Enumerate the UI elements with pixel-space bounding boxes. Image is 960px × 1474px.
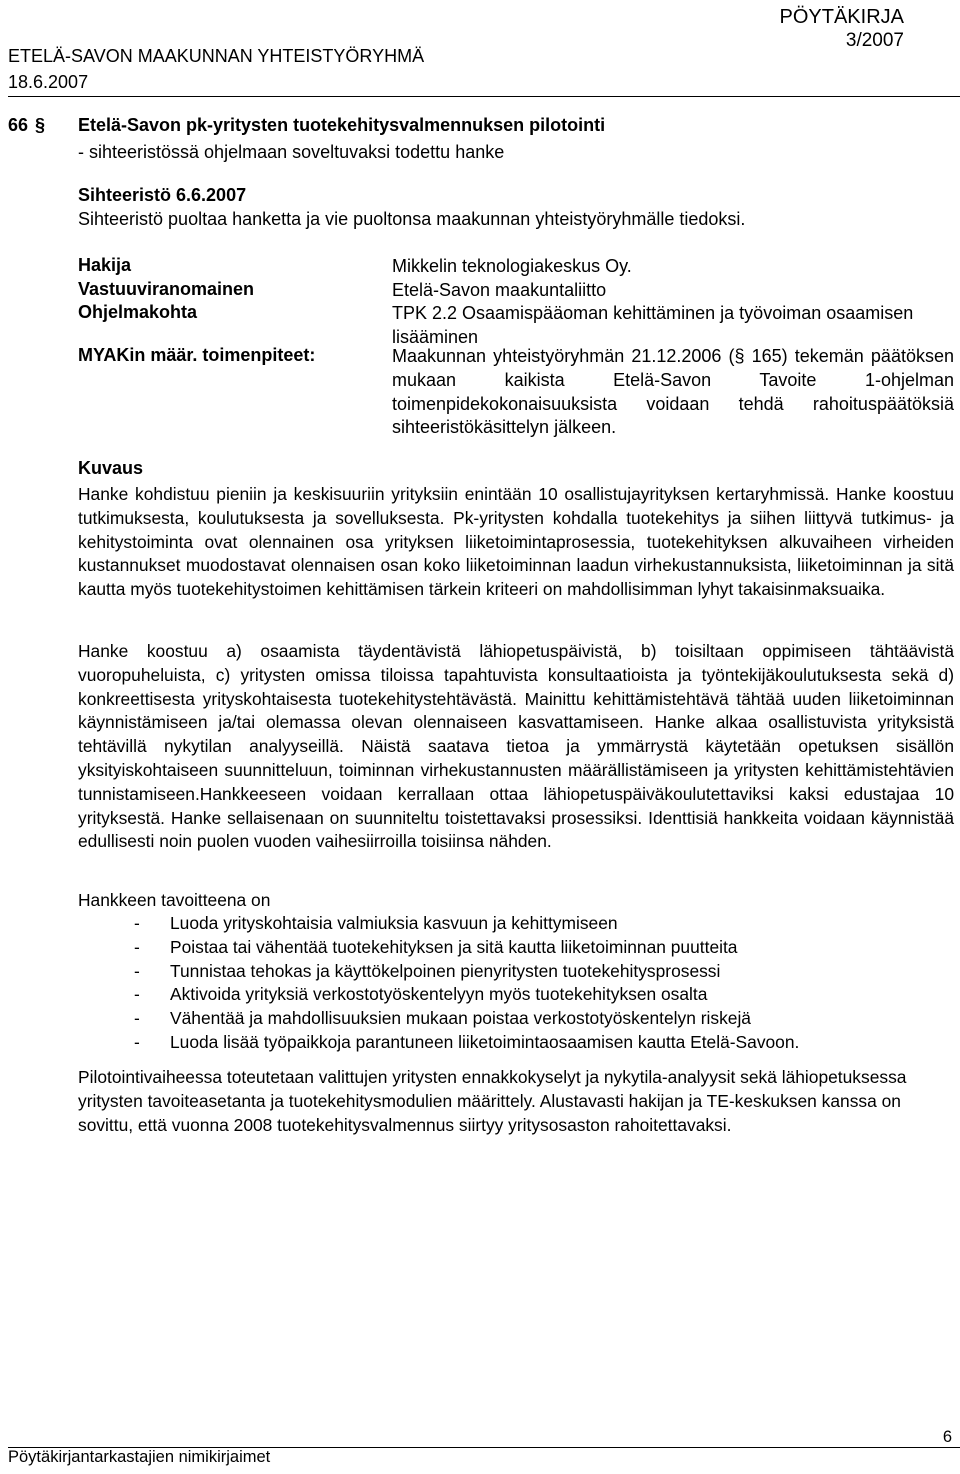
myak-value [392, 345, 954, 440]
goal-text: Tunnistaa tehokas ja käyttökelpoinen pienyritysten tuotekehitysprosessi [170, 960, 721, 981]
goal-text: Luoda yrityskohtaisia valmiuksia kasvuun ja kehittymiseen [170, 913, 618, 933]
hakija-value: Mikkelin teknologiakeskus Oy. [392, 256, 632, 276]
goal-dash: - [134, 1031, 140, 1052]
goal-text: Luoda lisää työpaikkoja parantuneen liiketoimintaosaamisen kautta Etelä-Savoon. [170, 1031, 800, 1052]
goal-dash: - [134, 984, 140, 1005]
section-symbol: § [35, 115, 46, 135]
kuvaus-paragraph-1: Hanke kohdistuu pieniin ja keskisuuriin yrityksiin enintään 10 osallistujayrityksen kertaryhmissä. Hanke koostuu tutkimuksesta, koulutuksesta ja sovelluksesta. Pk-yritysten kohdalla tuotekehitys ja siihen liittyvä tutkimus- ja kehitystoiminta ovat olennainen osa yrityksen liiketoimintaprosessia, tuotekehityksen alkuvaiheen virheiden kustannukset muodostavat olennaisen osan koko liiketoiminnan laadun virhekustannuksista, liiketoiminnan ja sitä kautta myös tuotekehitystoimen kehittämisen tärkein kriteeri on mahdollisimman lyhyt takaisinmaksuaika. [78, 484, 954, 600]
kuvaus-paragraph-2: Hanke koostuu a) osaamista täydentävistä lähiopetuspäivistä, b) toisiltaan oppimiseen tähtäävistä vuoropuheluista, c) yritysten omissa tiloissa tapahtuvista konsultaatioista ja työntekijäkoulutuksesta sekä d) konkreettisesta yrityskohtaisesta tuotekehitystehtävästä. Mainittu kehittämistehtävä tähtää uuden liiketoiminnan käynnistämiseen ja/tai olemassa olevan olennaiseen kasvattamiseen. Hanke alkaa osallistuvista yrityksistä tehtävillä nykytilan analyyseillä. Näistä saatava tietoa ja ymmärrystä käytetään opetuksen sisällön yksityiskohtaiseen suunnitteluun, toiminnan virhekustannusten määrällistämiseen ja yritysten kehittämistehtävien tunnistamiseen.Hankkeeseen voidaan kerrallaan ottaa lähiopetuspäiväkoulutettaviksi kaksi edustajaa 10 yrityksestä. Hanke sellaisenaan on suunniteltu toistettavaksi prosessiksi. Identtisiä hankkeita voidaan käynnistää edullisesti noin puolen vuoden vaihesiirroilla toisiinsa nähden. [78, 641, 954, 852]
page-header [8, 6, 904, 98]
vastuuviranomainen-value: Etelä-Savon maakuntaliitto [392, 280, 607, 300]
goal-item [78, 983, 954, 1007]
kuvaus-heading: Kuvaus [78, 458, 144, 478]
ohjelmakohta-label: Ohjelmakohta [78, 302, 198, 322]
goals-list [78, 912, 954, 1055]
section-subtitle: - sihteeristössä ohjelmaan soveltuvaksi todettu hanke [78, 142, 505, 162]
sihteeristo-text: Sihteeristö puoltaa hanketta ja vie puoltonsa maakunnan yhteistyöryhmälle tiedoksi. [78, 209, 746, 229]
goal-dash: - [134, 936, 140, 957]
sihteeristo-heading: Sihteeristö 6.6.2007 [78, 185, 247, 205]
doc-type: PÖYTÄKIRJA [779, 6, 904, 28]
goal-text: Aktivoida yrityksiä verkostotyöskentelyyn myös tuotekehityksen osalta [170, 984, 708, 1005]
signatures-label: Pöytäkirjantarkastajien nimikirjaimet [8, 1448, 271, 1466]
meeting-date: 18.6.2007 [8, 72, 89, 92]
vastuuviranomainen-label: Vastuuviranomainen [78, 279, 255, 299]
myak-section-symbol: § [734, 346, 745, 366]
goal-item [78, 1007, 954, 1031]
ohjelmakohta-value [392, 302, 954, 350]
goal-text: Poistaa tai vähentää tuotekehityksen ja sitä kautta liiketoiminnan puutteita [170, 936, 738, 957]
page-number: 6 [942, 1428, 952, 1446]
section-number: 66 [8, 115, 29, 135]
myak-value-start: Maakunnan yhteistyöryhmän 21.12.2006 ( [392, 346, 735, 366]
goal-item [78, 1031, 954, 1055]
myak-label: MYAKin määr. toimenpiteet: [78, 345, 316, 365]
myak-value-end: 165) tekemän päätöksen mukaan kaikista Etelä-Savon Tavoite 1-ohjelman toimenpidekokonaisuuksista voidaan tehdä rahoituspäätöksiä sihteeristökäsittelyn jälkeen. [392, 346, 954, 438]
ohjelmakohta-line-1: TPK 2.2 Osaamispääoman kehittäminen ja työvoiman osaamisen [392, 303, 914, 323]
goal-item [78, 912, 954, 936]
kuvaus-paragraph-3: Pilotointivaiheessa toteutetaan valittujen yritysten ennakkokyselyt ja nykytila-analyysit sekä lähiopetuksessa yritysten tavoiteasetanta ja tuotekehitysmodulien määrittely. Alustavasti hakijan ja TE-keskuksen kanssa on sovittu, että vuonna 2008 tuotekehitysvalmennus siirtyy yritysosaston rahoitettavaksi. [78, 1067, 907, 1135]
goal-item [78, 936, 954, 960]
goals-heading: Hankkeen tavoitteena on [78, 890, 271, 910]
doc-number: 3/2007 [845, 30, 904, 51]
hakija-label: Hakija [78, 255, 132, 275]
header-divider [8, 96, 960, 97]
goal-text: Vähentää ja mahdollisuuksien mukaan poistaa verkostotyöskentelyn riskejä [170, 1008, 751, 1029]
section-title [8, 115, 954, 136]
goal-dash: - [134, 1008, 140, 1029]
ohjelmakohta-line-2: lisääminen [392, 326, 479, 347]
goal-item [78, 960, 954, 984]
organization-name: ETELÄ-SAVON MAAKUNNAN YHTEISTYÖRYHMÄ [8, 46, 425, 66]
section-heading: Etelä-Savon pk-yritysten tuotekehitysvalmennuksen pilotointi [78, 115, 606, 135]
goal-dash: - [134, 960, 140, 981]
goal-dash: - [134, 913, 140, 933]
